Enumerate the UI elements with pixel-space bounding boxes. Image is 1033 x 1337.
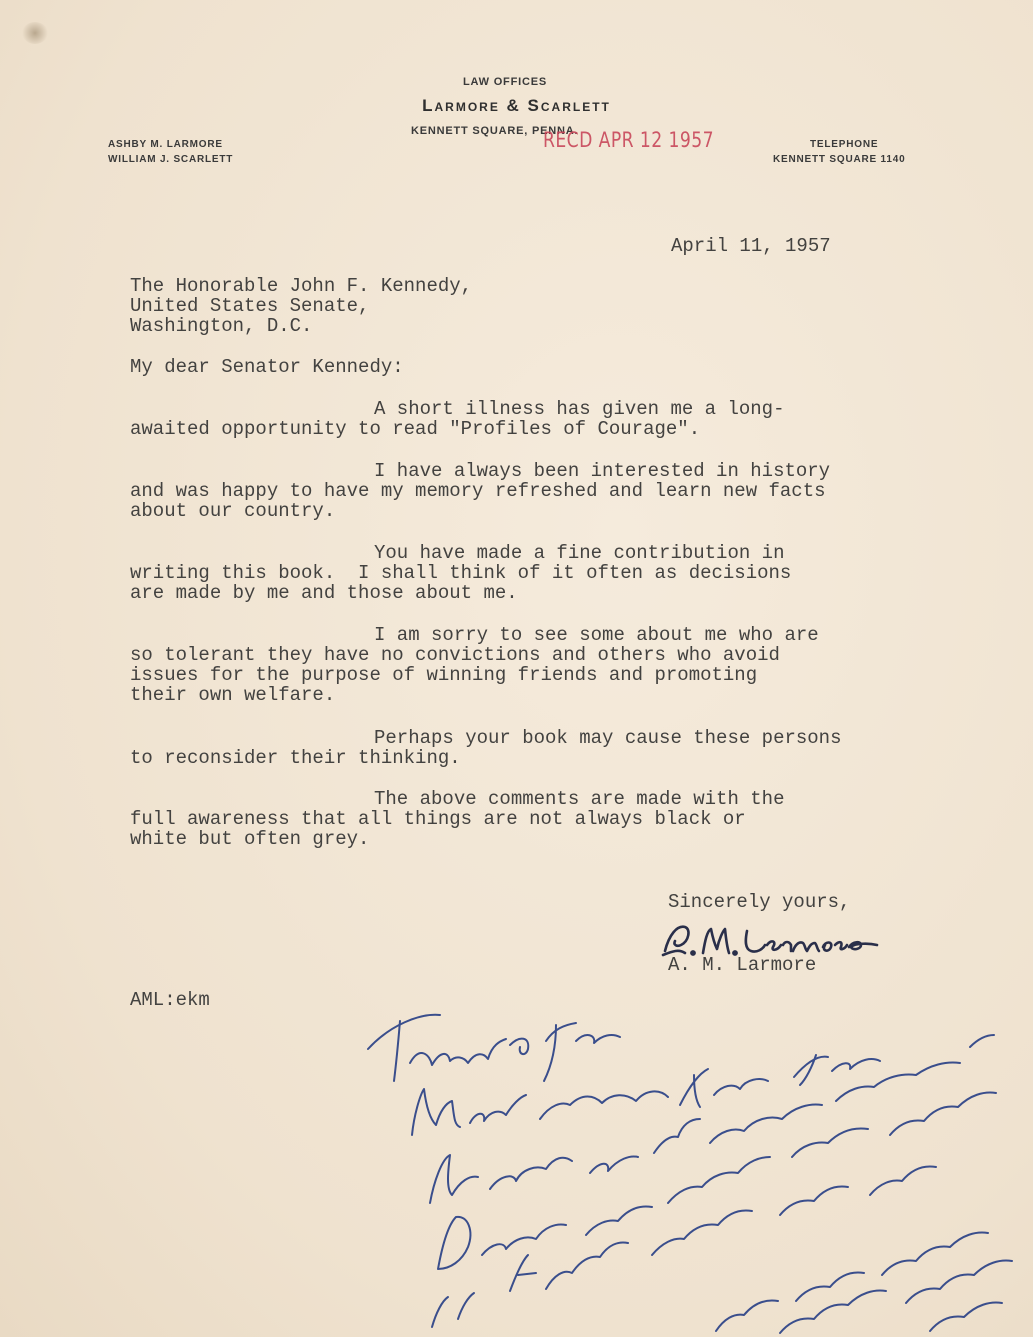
received-stamp: RECD APR 12 1957 — [543, 128, 714, 152]
para-3-line-2: writing this book. I shall think of it often as decisions — [130, 562, 792, 584]
para-2-line-1: I have always been interested in history — [374, 460, 831, 482]
salutation: My dear Senator Kennedy: — [130, 356, 404, 378]
para-6-line-1: The above comments are made with the — [374, 788, 785, 810]
paper-stain — [22, 22, 48, 44]
initials: AML:ekm — [130, 989, 210, 1011]
para-1-line-1: A short illness has given me a long- — [374, 398, 785, 420]
letterhead-phone: KENNETT SQUARE 1140 — [773, 154, 906, 165]
para-4-line-3: issues for the purpose of winning friends and promoting — [130, 664, 758, 686]
letterhead-phone-label: TELEPHONE — [810, 139, 879, 150]
letterhead-city: KENNETT SQUARE, PENNA. — [411, 125, 579, 137]
para-6-line-3: white but often grey. — [130, 828, 370, 850]
address-line-1: The Honorable John F. Kennedy, — [130, 275, 473, 297]
closing: Sincerely yours, — [668, 891, 851, 913]
para-3-line-3: are made by me and those about me. — [130, 582, 518, 604]
address-line-2: United States Senate, — [130, 295, 370, 317]
letter-date: April 11, 1957 — [671, 235, 831, 257]
para-4-line-1: I am sorry to see some about me who are — [374, 624, 819, 646]
letterhead-partner-1: ASHBY M. LARMORE — [108, 139, 223, 150]
para-2-line-2: and was happy to have my memory refreshed and learn new facts — [130, 480, 826, 502]
para-4-line-4: their own welfare. — [130, 684, 336, 706]
para-2-line-3: about our country. — [130, 500, 336, 522]
letterhead-firm-name: Larmore & Scarlett — [422, 96, 611, 115]
para-5-line-2: to reconsider their thinking. — [130, 747, 461, 769]
signer-name: A. M. Larmore — [668, 954, 817, 976]
para-4-line-2: so tolerant they have no convictions and others who avoid — [130, 644, 780, 666]
handwritten-note — [350, 985, 1033, 1337]
letterhead-law-offices: LAW OFFICES — [463, 76, 547, 88]
para-1-line-2: awaited opportunity to read "Profiles of Courage". — [130, 418, 701, 440]
para-6-line-2: full awareness that all things are not always black or — [130, 808, 746, 830]
letterhead-partner-2: WILLIAM J. SCARLETT — [108, 154, 234, 165]
para-3-line-1: You have made a fine contribution in — [374, 542, 785, 564]
para-5-line-1: Perhaps your book may cause these persons — [374, 727, 842, 749]
address-line-3: Washington, D.C. — [130, 315, 313, 337]
